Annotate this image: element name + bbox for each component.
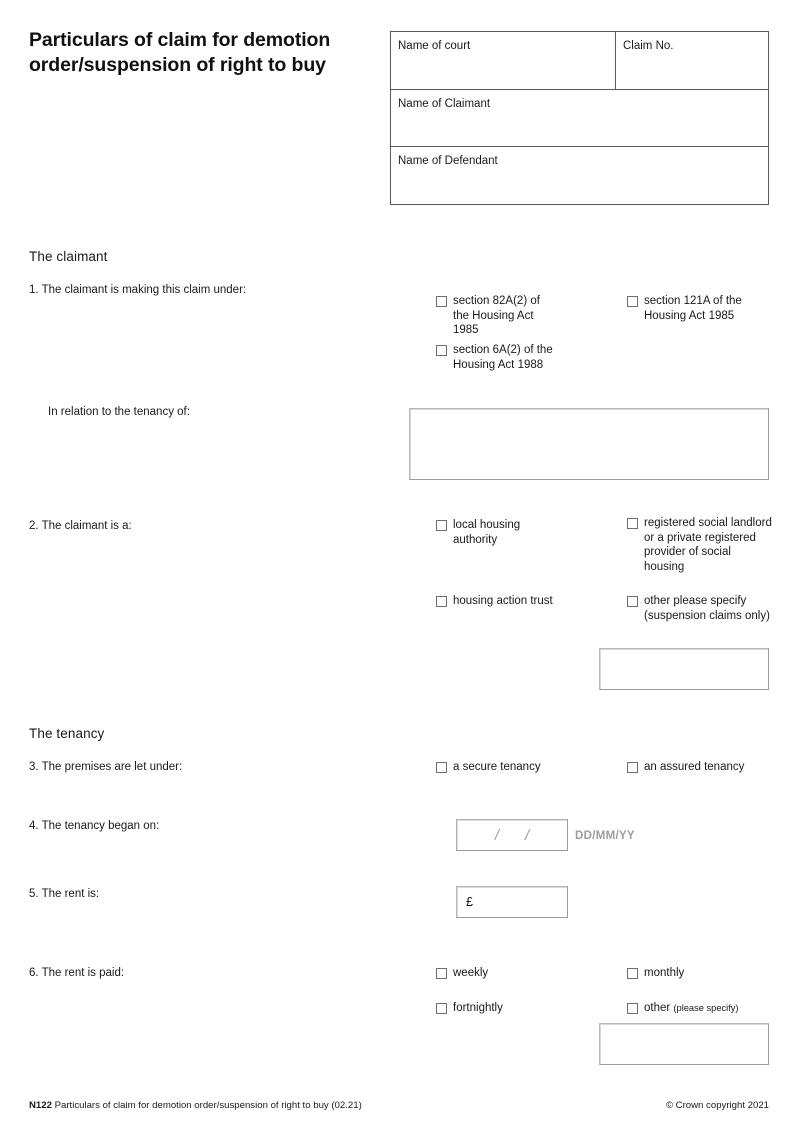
section-heading-tenancy: The tenancy — [29, 726, 105, 741]
checkbox-option-local-housing-authority[interactable] — [436, 518, 566, 547]
rent-amount-input[interactable] — [456, 886, 568, 918]
checkbox-icon[interactable] — [436, 520, 447, 531]
checkbox-option-section-6a2[interactable] — [436, 343, 571, 372]
checkbox-icon[interactable] — [627, 762, 638, 773]
section-heading-claimant: The claimant — [29, 249, 108, 264]
rent-other-label: other — [644, 1002, 671, 1014]
footer-copyright: © Crown copyright 2021 — [665, 1100, 769, 1111]
checkbox-option-secure-tenancy[interactable] — [436, 760, 586, 775]
name-of-claimant-label: Name of Claimant — [398, 98, 491, 110]
checkbox-label: section 6A(2) of the Housing Act 1988 — [453, 344, 553, 371]
checkbox-icon[interactable] — [436, 345, 447, 356]
checkbox-label: section 82A(2) of the Housing Act 1985 — [453, 295, 540, 336]
checkbox-option-other-suspension-claims[interactable] — [627, 594, 772, 623]
name-of-claimant-field[interactable] — [391, 90, 768, 146]
checkbox-option-section-82a2[interactable] — [436, 294, 556, 338]
footer-form-code: N122 — [29, 1100, 52, 1111]
footer-form-title: Particulars of claim for demotion order/suspension of right to buy (02.21) — [54, 1100, 362, 1111]
date-separator-1: / — [494, 826, 499, 844]
checkbox-option-monthly[interactable] — [627, 966, 757, 981]
question-6-label: 6. The rent is paid: — [29, 967, 125, 979]
name-of-defendant-field[interactable] — [391, 147, 768, 204]
checkbox-icon[interactable] — [627, 518, 638, 529]
checkbox-icon[interactable] — [627, 596, 638, 607]
question-3-label: 3. The premises are let under: — [29, 761, 183, 773]
checkbox-label: housing action trust — [453, 595, 553, 607]
checkbox-label: weekly — [453, 967, 489, 979]
checkbox-icon[interactable] — [436, 296, 447, 307]
date-format-hint: DD/MM/YY — [575, 830, 635, 842]
checkbox-icon[interactable] — [436, 1003, 447, 1014]
footer-form-reference — [29, 1100, 362, 1111]
checkbox-icon[interactable] — [627, 1003, 638, 1014]
tenancy-start-date-input[interactable] — [456, 819, 568, 851]
date-separator-2: / — [525, 826, 530, 844]
checkbox-icon[interactable] — [627, 968, 638, 979]
rent-other-input[interactable] — [599, 1023, 769, 1065]
currency-symbol: £ — [466, 895, 473, 909]
court-details-box — [390, 31, 769, 205]
header-row-defendant[interactable] — [391, 147, 768, 204]
header-row-claimant[interactable] — [391, 90, 768, 147]
checkbox-label: registered social landlord or a private registered provider of social housing — [644, 517, 772, 573]
checkbox-option-housing-action-trust[interactable] — [436, 594, 586, 609]
checkbox-label: monthly — [644, 967, 685, 979]
tenancy-of-input[interactable] — [409, 408, 769, 480]
header-row-court — [391, 32, 768, 90]
question-1-label: 1. The claimant is making this claim under: — [29, 284, 247, 296]
tenancy-of-label: In relation to the tenancy of: — [48, 406, 190, 418]
checkbox-label: other please specify (suspension claims only) — [644, 595, 770, 622]
checkbox-label: local housing authority — [453, 519, 521, 546]
checkbox-option-section-121a[interactable] — [627, 294, 767, 323]
question-5-label: 5. The rent is: — [29, 888, 100, 900]
page-title: Particulars of claim for demotion order/suspension of right to buy — [29, 29, 331, 76]
claim-no-field[interactable] — [616, 32, 768, 89]
name-of-court-label: Name of court — [398, 40, 471, 52]
checkbox-label: a secure tenancy — [453, 761, 541, 773]
checkbox-label — [644, 1001, 739, 1016]
checkbox-label: section 121A of the Housing Act 1985 — [644, 295, 742, 322]
checkbox-icon[interactable] — [627, 296, 638, 307]
question-2-label: 2. The claimant is a: — [29, 520, 132, 532]
checkbox-option-rent-other[interactable] — [627, 1001, 772, 1016]
claim-no-label: Claim No. — [623, 40, 674, 52]
name-of-court-field[interactable] — [391, 32, 616, 89]
checkbox-icon[interactable] — [436, 596, 447, 607]
checkbox-label: fortnightly — [453, 1002, 503, 1014]
checkbox-option-fortnightly[interactable] — [436, 1001, 566, 1016]
checkbox-icon[interactable] — [436, 762, 447, 773]
claimant-other-input[interactable] — [599, 648, 769, 690]
checkbox-option-assured-tenancy[interactable] — [627, 760, 777, 775]
checkbox-option-registered-social-landlord[interactable] — [627, 516, 772, 574]
question-4-label: 4. The tenancy began on: — [29, 820, 160, 832]
checkbox-label: an assured tenancy — [644, 761, 745, 773]
checkbox-icon[interactable] — [436, 968, 447, 979]
name-of-defendant-label: Name of Defendant — [398, 155, 498, 167]
checkbox-option-weekly[interactable] — [436, 966, 566, 981]
rent-other-note: (please specify) — [673, 1003, 739, 1013]
